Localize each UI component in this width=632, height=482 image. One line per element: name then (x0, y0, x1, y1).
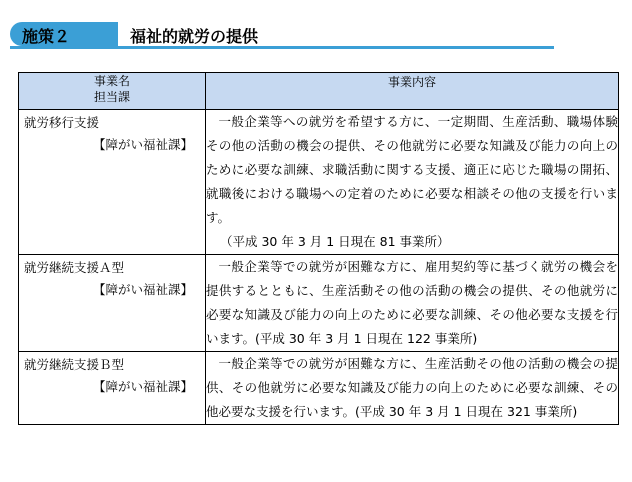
section-header (10, 22, 554, 48)
header-cell-content: 事業内容 (206, 73, 619, 110)
department-name: 【障がい福祉課】 (92, 379, 193, 394)
department-name: 【障がい福祉課】 (92, 137, 193, 152)
program-name: 就労継続支援Ｂ型 (24, 357, 125, 372)
content-cell (206, 255, 619, 352)
department-name: 【障がい福祉課】 (92, 282, 193, 297)
program-cell (19, 110, 206, 255)
facility-count-note: （平成 30 年 3 月 1 日現在 81 事業所） (220, 234, 450, 249)
header-cell-program (19, 73, 206, 110)
table-row (19, 110, 619, 255)
section-title: 福祉的就労の提供 (130, 27, 259, 46)
content-cell (206, 352, 619, 425)
section-label: 施策２ (22, 27, 71, 46)
program-description: 一般企業等での就労が困難な方に、生産活動その他の活動の機会の提供、その他就労に必要な知識及び能力の向上のために必要な訓練、その他必要な支援を行います。(平成 30 年 3 月 1 日現在 321 事業所) (206, 356, 618, 419)
table-header-row (19, 73, 619, 110)
section-header-rule (10, 46, 554, 49)
program-cell (19, 352, 206, 425)
program-description: 一般企業等での就労が困難な方に、雇用契約等に基づく就労の機会を提供するとともに、生産活動その他の活動の機会の提供、その他就労に必要な知識及び能力の向上のために必要な訓練、その他必要な支援を行います。(平成 30 年 3 月 1 日現在 122 事業所) (206, 259, 618, 346)
program-description: 一般企業等への就労を希望する方に、一定期間、生産活動、職場体験その他の活動の機会の提供、その他就労に必要な知識及び能力の向上のために必要な訓練、求職活動に関する支援、適正に応じた職場の開拓、就職後における職場への定着のために必要な相談その他の支援を行います。 (206, 114, 618, 225)
program-name: 就労移行支援 (24, 115, 100, 130)
content-cell (206, 110, 619, 255)
table-row (19, 255, 619, 352)
program-table (18, 72, 619, 425)
header-department: 担当課 (93, 90, 130, 104)
table-row (19, 352, 619, 425)
program-name: 就労継続支援Ａ型 (24, 260, 125, 275)
header-program-name: 事業名 (93, 74, 130, 88)
program-cell (19, 255, 206, 352)
